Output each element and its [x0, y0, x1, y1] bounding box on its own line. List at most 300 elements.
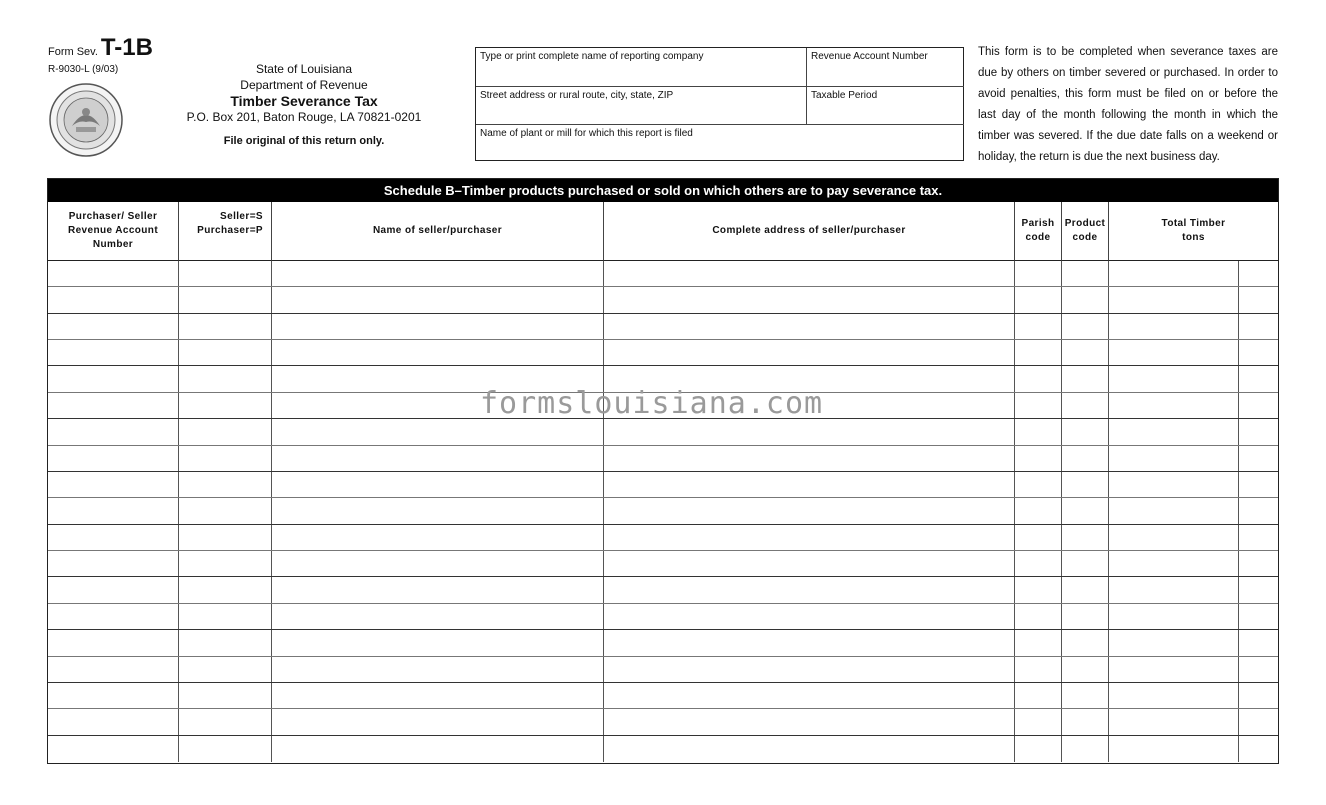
- cell-parish-code: [1015, 525, 1062, 550]
- table-row: [48, 525, 1278, 551]
- account-number-input[interactable]: [48, 419, 178, 444]
- cell-account-number: [48, 419, 179, 444]
- address-input[interactable]: [604, 525, 1014, 550]
- header-account-line1: Purchaser/ Seller: [68, 211, 158, 222]
- total-tons-input[interactable]: [1109, 393, 1238, 418]
- cell-seller-purchaser-code: [179, 498, 272, 523]
- seller-purchaser-code-input[interactable]: [179, 551, 271, 576]
- plant-name-field[interactable]: [480, 143, 960, 157]
- account-number-input[interactable]: [48, 577, 178, 602]
- account-number-input[interactable]: [48, 551, 178, 576]
- account-number-input[interactable]: [48, 630, 178, 655]
- parish-code-input[interactable]: [1015, 340, 1061, 365]
- cell-total-tons: [1109, 630, 1239, 655]
- total-tons-input[interactable]: [1109, 314, 1238, 339]
- schedule-b-table: [47, 178, 1279, 764]
- cell-seller-purchaser-code: [179, 287, 272, 312]
- product-code-input[interactable]: [1062, 683, 1108, 708]
- parish-code-input[interactable]: [1015, 393, 1061, 418]
- account-number-input[interactable]: [48, 525, 178, 550]
- cell-total-tons: [1109, 393, 1239, 418]
- name-input[interactable]: [272, 472, 603, 497]
- total-tons-input[interactable]: [1109, 736, 1238, 762]
- cell-product-code: [1062, 551, 1109, 576]
- product-code-input[interactable]: [1062, 366, 1108, 391]
- file-note: File original of this return only.: [223, 135, 385, 147]
- total-tons-input[interactable]: [1109, 683, 1238, 708]
- product-code-input[interactable]: [1062, 630, 1108, 655]
- seller-purchaser-code-input[interactable]: [179, 314, 271, 339]
- cell-parish-code: [1015, 287, 1062, 312]
- total-tons-fraction-input[interactable]: [1239, 551, 1278, 576]
- cell-seller-purchaser-code: [179, 709, 272, 734]
- total-tons-input[interactable]: [1109, 604, 1238, 629]
- account-number-input[interactable]: [48, 683, 178, 708]
- header-account-line3: Number: [92, 239, 134, 250]
- company-name-field[interactable]: [480, 69, 802, 83]
- cell-account-number: [48, 577, 179, 602]
- street-address-field[interactable]: [480, 107, 802, 121]
- header-parish-code: [1015, 202, 1062, 261]
- total-tons-fraction-input[interactable]: [1239, 630, 1278, 655]
- product-code-input[interactable]: [1062, 314, 1108, 339]
- address-input[interactable]: [604, 393, 1014, 418]
- parish-code-input[interactable]: [1015, 709, 1061, 734]
- seller-purchaser-code-input[interactable]: [179, 657, 271, 682]
- product-code-input[interactable]: [1062, 419, 1108, 444]
- plant-name-cell: [476, 125, 964, 160]
- name-input[interactable]: [272, 261, 603, 286]
- total-tons-input[interactable]: [1109, 525, 1238, 550]
- table-row: [48, 630, 1278, 656]
- tax-name: Timber Severance Tax: [230, 93, 378, 109]
- cell-total-tons-fraction: [1239, 525, 1278, 550]
- company-name-label: Type or print complete name of reporting company: [480, 51, 704, 62]
- parish-code-input[interactable]: [1015, 498, 1061, 523]
- cell-address: [604, 287, 1015, 312]
- total-tons-input[interactable]: [1109, 630, 1238, 655]
- cell-total-tons: [1109, 525, 1239, 550]
- total-tons-fraction-input[interactable]: [1239, 498, 1278, 523]
- cell-total-tons: [1109, 287, 1239, 312]
- cell-total-tons-fraction: [1239, 736, 1278, 762]
- cell-seller-purchaser-code: [179, 736, 272, 762]
- total-tons-fraction-input[interactable]: [1239, 577, 1278, 602]
- total-tons-input[interactable]: [1109, 657, 1238, 682]
- cell-account-number: [48, 683, 179, 708]
- seller-purchaser-code-input[interactable]: [179, 630, 271, 655]
- parish-code-input[interactable]: [1015, 446, 1061, 471]
- table-row: [48, 604, 1278, 630]
- taxable-period-label: Taxable Period: [811, 90, 878, 101]
- total-tons-fraction-input[interactable]: [1239, 709, 1278, 734]
- table-row: [48, 393, 1278, 419]
- address-input[interactable]: [604, 683, 1014, 708]
- cell-address: [604, 736, 1015, 762]
- total-tons-input[interactable]: [1109, 366, 1238, 391]
- total-tons-fraction-input[interactable]: [1239, 261, 1278, 286]
- table-row: [48, 366, 1278, 392]
- product-code-input[interactable]: [1062, 472, 1108, 497]
- account-number-input[interactable]: [48, 498, 178, 523]
- seller-purchaser-code-input[interactable]: [179, 287, 271, 312]
- cell-name: [272, 472, 604, 497]
- cell-address: [604, 340, 1015, 365]
- address-input[interactable]: [604, 709, 1014, 734]
- cell-account-number: [48, 366, 179, 391]
- name-input[interactable]: [272, 314, 603, 339]
- cell-name: [272, 340, 604, 365]
- address-input[interactable]: [604, 604, 1014, 629]
- header-seller-purchaser: [179, 202, 272, 261]
- cell-account-number: [48, 657, 179, 682]
- product-code-input[interactable]: [1062, 551, 1108, 576]
- parish-code-input[interactable]: [1015, 287, 1061, 312]
- cell-seller-purchaser-code: [179, 630, 272, 655]
- cell-account-number: [48, 551, 179, 576]
- parish-code-input[interactable]: [1015, 314, 1061, 339]
- cell-name: [272, 525, 604, 550]
- header-tons-line2: tons: [1182, 232, 1205, 243]
- cell-address: [604, 498, 1015, 523]
- header-name: [272, 202, 604, 261]
- cell-address: [604, 657, 1015, 682]
- total-tons-fraction-input[interactable]: [1239, 287, 1278, 312]
- cell-product-code: [1062, 393, 1109, 418]
- total-tons-input[interactable]: [1109, 261, 1238, 286]
- table-row: [48, 261, 1278, 287]
- product-code-input[interactable]: [1062, 498, 1108, 523]
- header-product-code: [1062, 202, 1109, 261]
- account-number-field[interactable]: [811, 69, 960, 83]
- cell-parish-code: [1015, 498, 1062, 523]
- watermark: formslouisiana.com: [480, 386, 824, 421]
- cell-product-code: [1062, 498, 1109, 523]
- seller-purchaser-code-input[interactable]: [179, 709, 271, 734]
- header-product-line1: Product: [1064, 218, 1106, 229]
- name-input[interactable]: [272, 366, 603, 391]
- product-code-input[interactable]: [1062, 340, 1108, 365]
- parish-code-input[interactable]: [1015, 366, 1061, 391]
- cell-parish-code: [1015, 630, 1062, 655]
- cell-parish-code: [1015, 551, 1062, 576]
- cell-total-tons-fraction: [1239, 446, 1278, 471]
- address-input[interactable]: [604, 366, 1014, 391]
- cell-total-tons: [1109, 657, 1239, 682]
- cell-name: [272, 393, 604, 418]
- cell-product-code: [1062, 314, 1109, 339]
- street-address-label: Street address or rural route, city, state, ZIP: [480, 90, 674, 101]
- address-input[interactable]: [604, 261, 1014, 286]
- seller-purchaser-code-input[interactable]: [179, 577, 271, 602]
- cell-address: [604, 314, 1015, 339]
- parish-code-input[interactable]: [1015, 683, 1061, 708]
- header-name-label: Name of seller/purchaser: [372, 225, 503, 236]
- header-parish-line2: code: [1025, 232, 1051, 243]
- cell-seller-purchaser-code: [179, 604, 272, 629]
- address-input[interactable]: [604, 472, 1014, 497]
- cell-total-tons-fraction: [1239, 366, 1278, 391]
- account-number-input[interactable]: [48, 446, 178, 471]
- cell-total-tons-fraction: [1239, 551, 1278, 576]
- header-type-line1: Seller=S: [220, 211, 263, 222]
- name-input[interactable]: [272, 657, 603, 682]
- table-row: [48, 314, 1278, 340]
- account-number-input[interactable]: [48, 393, 178, 418]
- address-input[interactable]: [604, 419, 1014, 444]
- total-tons-input[interactable]: [1109, 472, 1238, 497]
- total-tons-input[interactable]: [1109, 287, 1238, 312]
- name-input[interactable]: [272, 525, 603, 550]
- total-tons-input[interactable]: [1109, 709, 1238, 734]
- seller-purchaser-code-input[interactable]: [179, 498, 271, 523]
- total-tons-input[interactable]: [1109, 498, 1238, 523]
- address-input[interactable]: [604, 577, 1014, 602]
- account-number-input[interactable]: [48, 709, 178, 734]
- product-code-input[interactable]: [1062, 446, 1108, 471]
- total-tons-input[interactable]: [1109, 419, 1238, 444]
- cell-address: [604, 525, 1015, 550]
- seller-purchaser-code-input[interactable]: [179, 366, 271, 391]
- schedule-title: Schedule B–Timber products purchased or sold on which others are to pay severance tax.: [48, 179, 1278, 202]
- cell-product-code: [1062, 683, 1109, 708]
- parish-code-input[interactable]: [1015, 261, 1061, 286]
- cell-seller-purchaser-code: [179, 472, 272, 497]
- account-number-input[interactable]: [48, 472, 178, 497]
- table-row: [48, 340, 1278, 366]
- seller-purchaser-code-input[interactable]: [179, 393, 271, 418]
- plant-name-label: Name of plant or mill for which this report is filed: [480, 128, 693, 139]
- cell-total-tons-fraction: [1239, 604, 1278, 629]
- header-address-label: Complete address of seller/purchaser: [712, 225, 906, 236]
- product-code-input[interactable]: [1062, 577, 1108, 602]
- address-input[interactable]: [604, 314, 1014, 339]
- cell-total-tons: [1109, 551, 1239, 576]
- total-tons-fraction-input[interactable]: [1239, 472, 1278, 497]
- table-row: [48, 446, 1278, 472]
- address-input[interactable]: [604, 287, 1014, 312]
- total-tons-fraction-input[interactable]: [1239, 340, 1278, 365]
- cell-name: [272, 736, 604, 762]
- cell-name: [272, 261, 604, 286]
- cell-parish-code: [1015, 419, 1062, 444]
- product-code-input[interactable]: [1062, 657, 1108, 682]
- name-input[interactable]: [272, 577, 603, 602]
- product-code-input[interactable]: [1062, 525, 1108, 550]
- cell-address: [604, 446, 1015, 471]
- cell-account-number: [48, 340, 179, 365]
- total-tons-input[interactable]: [1109, 446, 1238, 471]
- total-tons-input[interactable]: [1109, 340, 1238, 365]
- cell-product-code: [1062, 446, 1109, 471]
- product-code-input[interactable]: [1062, 393, 1108, 418]
- seller-purchaser-code-input[interactable]: [179, 419, 271, 444]
- cell-total-tons-fraction: [1239, 472, 1278, 497]
- name-input[interactable]: [272, 551, 603, 576]
- taxable-period-cell: [807, 87, 964, 125]
- table-row: [48, 736, 1278, 762]
- parish-code-input[interactable]: [1015, 472, 1061, 497]
- cell-name: [272, 314, 604, 339]
- seller-purchaser-code-input[interactable]: [179, 683, 271, 708]
- cell-total-tons: [1109, 261, 1239, 286]
- parish-code-input[interactable]: [1015, 577, 1061, 602]
- name-input[interactable]: [272, 736, 603, 762]
- cell-parish-code: [1015, 604, 1062, 629]
- seller-purchaser-code-input[interactable]: [179, 736, 271, 762]
- table-row: [48, 287, 1278, 313]
- cell-address: [604, 419, 1015, 444]
- product-code-input[interactable]: [1062, 709, 1108, 734]
- cell-name: [272, 683, 604, 708]
- account-number-input[interactable]: [48, 314, 178, 339]
- total-tons-fraction-input[interactable]: [1239, 683, 1278, 708]
- cell-product-code: [1062, 525, 1109, 550]
- cell-product-code: [1062, 287, 1109, 312]
- product-code-input[interactable]: [1062, 604, 1108, 629]
- seller-purchaser-code-input[interactable]: [179, 525, 271, 550]
- cell-address: [604, 683, 1015, 708]
- parish-code-input[interactable]: [1015, 657, 1061, 682]
- cell-account-number: [48, 630, 179, 655]
- cell-account-number: [48, 287, 179, 312]
- cell-product-code: [1062, 657, 1109, 682]
- cell-product-code: [1062, 340, 1109, 365]
- cell-total-tons: [1109, 736, 1239, 762]
- product-code-input[interactable]: [1062, 736, 1108, 762]
- cell-address: [604, 577, 1015, 602]
- cell-name: [272, 419, 604, 444]
- state-name: State of Louisiana: [255, 62, 353, 76]
- product-code-input[interactable]: [1062, 287, 1108, 312]
- seller-purchaser-code-input[interactable]: [179, 261, 271, 286]
- parish-code-input[interactable]: [1015, 551, 1061, 576]
- header-tons-line1: Total Timber: [1161, 218, 1226, 229]
- name-input[interactable]: [272, 287, 603, 312]
- address-input[interactable]: [604, 736, 1014, 762]
- cell-product-code: [1062, 366, 1109, 391]
- cell-account-number: [48, 314, 179, 339]
- parish-code-input[interactable]: [1015, 525, 1061, 550]
- header-account-line2: Revenue Account: [67, 225, 159, 236]
- total-tons-fraction-input[interactable]: [1239, 393, 1278, 418]
- total-tons-fraction-input[interactable]: [1239, 525, 1278, 550]
- cell-parish-code: [1015, 709, 1062, 734]
- cell-seller-purchaser-code: [179, 340, 272, 365]
- address-input[interactable]: [604, 446, 1014, 471]
- cell-total-tons: [1109, 446, 1239, 471]
- cell-address: [604, 366, 1015, 391]
- total-tons-fraction-input[interactable]: [1239, 604, 1278, 629]
- cell-total-tons: [1109, 577, 1239, 602]
- account-number-cell: [807, 48, 964, 87]
- address-input[interactable]: [604, 657, 1014, 682]
- seller-purchaser-code-input[interactable]: [179, 472, 271, 497]
- account-number-input[interactable]: [48, 261, 178, 286]
- cell-parish-code: [1015, 314, 1062, 339]
- cell-account-number: [48, 498, 179, 523]
- header-type-line2: Purchaser=P: [197, 225, 263, 236]
- account-number-input[interactable]: [48, 736, 178, 762]
- account-number-input[interactable]: [48, 657, 178, 682]
- cell-total-tons-fraction: [1239, 287, 1278, 312]
- table-row: [48, 498, 1278, 524]
- table-row: [48, 551, 1278, 577]
- seller-purchaser-code-input[interactable]: [179, 446, 271, 471]
- account-number-input[interactable]: [48, 604, 178, 629]
- name-input[interactable]: [272, 498, 603, 523]
- total-tons-fraction-input[interactable]: [1239, 446, 1278, 471]
- total-tons-fraction-input[interactable]: [1239, 419, 1278, 444]
- address-input[interactable]: [604, 551, 1014, 576]
- cell-name: [272, 287, 604, 312]
- total-tons-input[interactable]: [1109, 551, 1238, 576]
- account-number-input[interactable]: [48, 287, 178, 312]
- name-input[interactable]: [272, 709, 603, 734]
- seller-purchaser-code-input[interactable]: [179, 340, 271, 365]
- cell-account-number: [48, 261, 179, 286]
- parish-code-input[interactable]: [1015, 736, 1061, 762]
- name-input[interactable]: [272, 446, 603, 471]
- total-tons-input[interactable]: [1109, 577, 1238, 602]
- name-input[interactable]: [272, 683, 603, 708]
- cell-seller-purchaser-code: [179, 577, 272, 602]
- name-input[interactable]: [272, 419, 603, 444]
- name-input[interactable]: [272, 604, 603, 629]
- department-name: Department of Revenue: [240, 78, 368, 92]
- total-tons-fraction-input[interactable]: [1239, 314, 1278, 339]
- address-input[interactable]: [604, 630, 1014, 655]
- cell-account-number: [48, 709, 179, 734]
- name-input[interactable]: [272, 393, 603, 418]
- cell-seller-purchaser-code: [179, 314, 272, 339]
- seller-purchaser-code-input[interactable]: [179, 604, 271, 629]
- cell-address: [604, 472, 1015, 497]
- street-address-cell: [476, 87, 807, 125]
- cell-total-tons: [1109, 683, 1239, 708]
- cell-address: [604, 709, 1015, 734]
- cell-parish-code: [1015, 736, 1062, 762]
- account-number-input[interactable]: [48, 340, 178, 365]
- total-tons-fraction-input[interactable]: [1239, 736, 1278, 762]
- cell-account-number: [48, 446, 179, 471]
- parish-code-input[interactable]: [1015, 419, 1061, 444]
- total-tons-fraction-input[interactable]: [1239, 657, 1278, 682]
- cell-seller-purchaser-code: [179, 683, 272, 708]
- cell-seller-purchaser-code: [179, 366, 272, 391]
- product-code-input[interactable]: [1062, 261, 1108, 286]
- cell-parish-code: [1015, 577, 1062, 602]
- address-input[interactable]: [604, 498, 1014, 523]
- agency-address: P.O. Box 201, Baton Rouge, LA 70821-0201: [186, 110, 422, 124]
- parish-code-input[interactable]: [1015, 604, 1061, 629]
- address-input[interactable]: [604, 340, 1014, 365]
- cell-account-number: [48, 604, 179, 629]
- cell-parish-code: [1015, 261, 1062, 286]
- taxable-period-field[interactable]: [811, 107, 960, 121]
- account-number-label: Revenue Account Number: [811, 51, 928, 62]
- total-tons-fraction-input[interactable]: [1239, 366, 1278, 391]
- name-input[interactable]: [272, 630, 603, 655]
- cell-account-number: [48, 736, 179, 762]
- cell-address: [604, 551, 1015, 576]
- cell-total-tons-fraction: [1239, 419, 1278, 444]
- cell-parish-code: [1015, 446, 1062, 471]
- table-row: [48, 657, 1278, 683]
- account-number-input[interactable]: [48, 366, 178, 391]
- parish-code-input[interactable]: [1015, 630, 1061, 655]
- name-input[interactable]: [272, 340, 603, 365]
